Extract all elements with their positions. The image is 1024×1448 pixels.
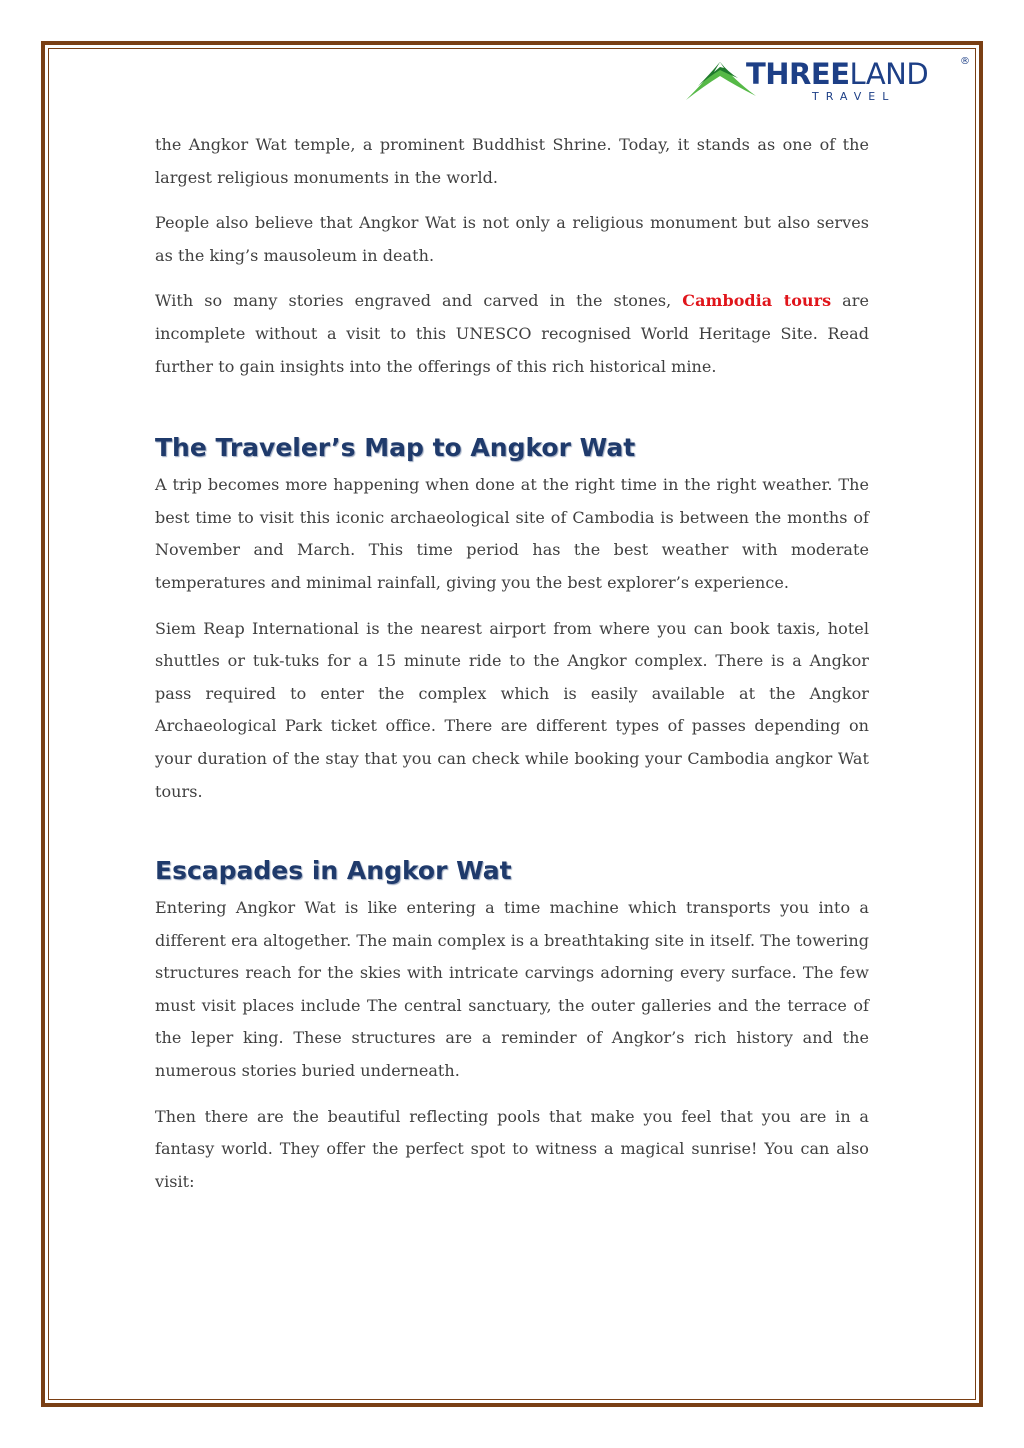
logo-wordmark-light: LAND — [849, 57, 929, 91]
logo-tagline: TRAVEL — [812, 90, 896, 103]
section-heading-travelers-map: The Traveler’s Map to Angkor Wat — [155, 433, 636, 463]
intro-paragraph-1: the Angkor Wat temple, a prominent Buddhist Shrine. Today, it stands as one of the largest religious monuments in the world. — [155, 135, 869, 187]
section1-paragraph-2: Siem Reap International is the nearest airport from where you can book taxis, hotel shuttles or tuk-tuks for a 15 minute ride to the Angkor complex. There is a Angkor pass required to enter the complex which is easily available at the Angkor Archaeological Park ticket office. There are different types of passes depending on your duration of the stay that you can check while booking your Cambodia angkor Wat tours. — [155, 618, 869, 801]
section2-paragraph-2: Then there are the beautiful reflecting pools that make you feel that you are in a fantasy world. They offer the perfect spot to witness a magical sunrise! You can also visit: — [155, 1106, 869, 1191]
section-heading-escapades: Escapades in Angkor Wat — [155, 856, 512, 886]
intro-paragraph-3-start: With so many stories engraved and carved in the stones, — [155, 291, 683, 311]
article-body — [155, 129, 869, 1211]
intro-paragraph-2: People also believe that Angkor Wat is not only a religious monument but also serves as the king’s mausoleum in death. — [155, 213, 869, 265]
section2-paragraph-1: Entering Angkor Wat is like entering a time machine which transports you into a different era altogether. The main complex is a breathtaking site in itself. The towering structures reach for the skies with intricate carvings adorning every surface. The few must visit places include The central sanctuary, the outer galleries and the terrace of the leper king. These structures are a reminder of Angkor’s rich history and the numerous stories buried underneath. — [155, 898, 869, 1081]
cambodia-tours-link[interactable]: Cambodia tours — [682, 291, 832, 311]
intro-paragraph-3-end: are incomplete without a visit to this UNESCO recognised World Heritage Site. Read further to gain insights into the offerings of this rich historical mine. — [155, 291, 869, 376]
intro-paragraph-3 — [155, 285, 869, 383]
section1-paragraph-1: A trip becomes more happening when done at the right time in the right weather. The best time to visit this iconic archaeological site of Cambodia is between the months of November and March. This time period has the best weather with moderate temperatures and minimal rainfall, giving you the best explorer’s experience. — [155, 475, 869, 592]
registered-mark: ® — [960, 56, 970, 67]
threeland-travel-logo — [684, 52, 974, 108]
logo-wordmark-bold: THREE — [746, 57, 850, 91]
